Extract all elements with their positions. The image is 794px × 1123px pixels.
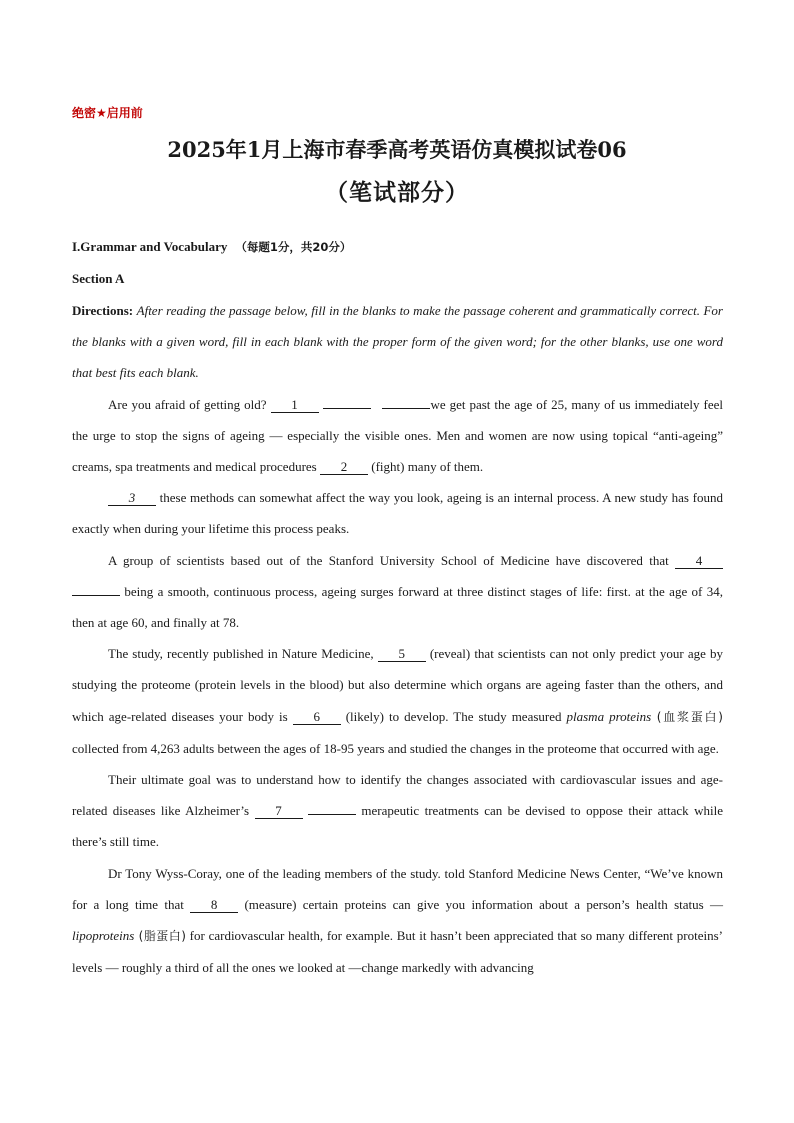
- blank-1-extension-2[interactable]: [382, 393, 430, 409]
- section-heading: Section A: [72, 271, 125, 286]
- text-span: collected from 4,263 adults between the ages of 18-95 years and studied the changes in the proteome that occurred with age.: [72, 740, 719, 756]
- paragraph-3: [72, 545, 723, 639]
- text-span: being a smooth, continuous process, ageing surges forward at three distinct stages of life: first. at the age of 34, then at age 60, and finally at 78.: [72, 583, 723, 631]
- blank-7-extension[interactable]: [308, 799, 356, 815]
- text-span: Dr Tony Wyss-Coray, one of the leading members of the study. told Stanford Medicine News Center, “We’ve known for a long time that: [72, 865, 723, 912]
- text-span: Are you afraid of getting old?: [108, 396, 271, 412]
- text-span: (reveal) that scientists can not only predict your age by studying the proteome (protein levels in the blood) but also determine which organs are ageing faster than the others, and which age-related diseases your body is: [72, 646, 723, 724]
- directions: [72, 295, 723, 389]
- confidential-label: 绝密★启用前: [72, 106, 143, 120]
- term-lipoproteins-cn: (脂蛋白): [134, 929, 186, 944]
- exam-subtitle: （笔试部分）: [325, 180, 469, 206]
- term-plasma-proteins: plasma proteins: [566, 708, 652, 724]
- blank-1-extension[interactable]: [323, 393, 371, 409]
- text-span: (fight) many of them.: [367, 459, 484, 475]
- part-points: （每题1分，共20分）: [235, 240, 352, 254]
- paragraph-1: [72, 389, 723, 483]
- paragraph-2: [72, 482, 723, 544]
- blank-4-extension[interactable]: [72, 580, 120, 596]
- term-plasma-proteins-cn: (血浆蛋白): [651, 709, 723, 724]
- blank-5[interactable]: 5: [378, 646, 426, 662]
- blank-8[interactable]: 8: [190, 897, 238, 913]
- text-span: these methods can somewhat affect the way you look, ageing is an internal process. A new study has found exactly when during your lifetime this process peaks.: [72, 490, 723, 537]
- directions-label: Directions:: [72, 303, 134, 318]
- text-span: (measure) certain proteins can give you information about a person’s health status —: [238, 896, 723, 912]
- text-span: we get past the age of 25, many of us immediately feel the urge to stop the signs of ageing — especially the visible ones. Men and women are now using topical “anti-ageing” creams, spa treatments and medical procedures: [72, 396, 723, 475]
- text-span: Their ultimate goal was to understand how to identify the changes associated with cardiovascular issues and age-related diseases like Alzheimer’s: [72, 772, 723, 819]
- text-span: The study, recently published in Nature Medicine,: [108, 646, 378, 662]
- blank-4[interactable]: 4: [675, 553, 723, 569]
- blank-1[interactable]: 1: [271, 397, 319, 413]
- paragraph-6: [72, 858, 723, 984]
- text-span: (likely) to develop. The study measured: [340, 708, 567, 724]
- blank-3[interactable]: 3: [108, 490, 156, 506]
- passage-body: [72, 295, 723, 983]
- part-heading: [72, 239, 351, 255]
- directions-text: After reading the passage below, fill in the blanks to make the passage coherent and grammatically correct. For the blanks with a given word, fill in each blank with the proper form of the given word; for the other blanks, use one word that best fits each blank.: [72, 303, 723, 381]
- paragraph-4: [72, 638, 723, 764]
- text-span: A group of scientists based out of the Stanford University School of Medicine have discovered that: [108, 552, 675, 568]
- text-span: for cardiovascular health, for example. But it hasn’t been appreciated that so many different proteins’ levels — roughly a third of all the ones we looked at —change markedly with advancing: [72, 928, 723, 976]
- exam-title: 2025年1月上海市春季高考英语仿真模拟试卷06: [167, 137, 627, 162]
- paragraph-5: [72, 764, 723, 858]
- blank-2[interactable]: 2: [320, 459, 368, 475]
- text-span: merapeutic treatments can be devised to oppose their attack while there’s still time.: [72, 803, 724, 850]
- blank-6[interactable]: 6: [293, 709, 341, 725]
- blank-7[interactable]: 7: [255, 803, 303, 819]
- part-title: I.Grammar and Vocabulary: [72, 239, 228, 254]
- term-lipoproteins: lipoproteins: [72, 928, 135, 944]
